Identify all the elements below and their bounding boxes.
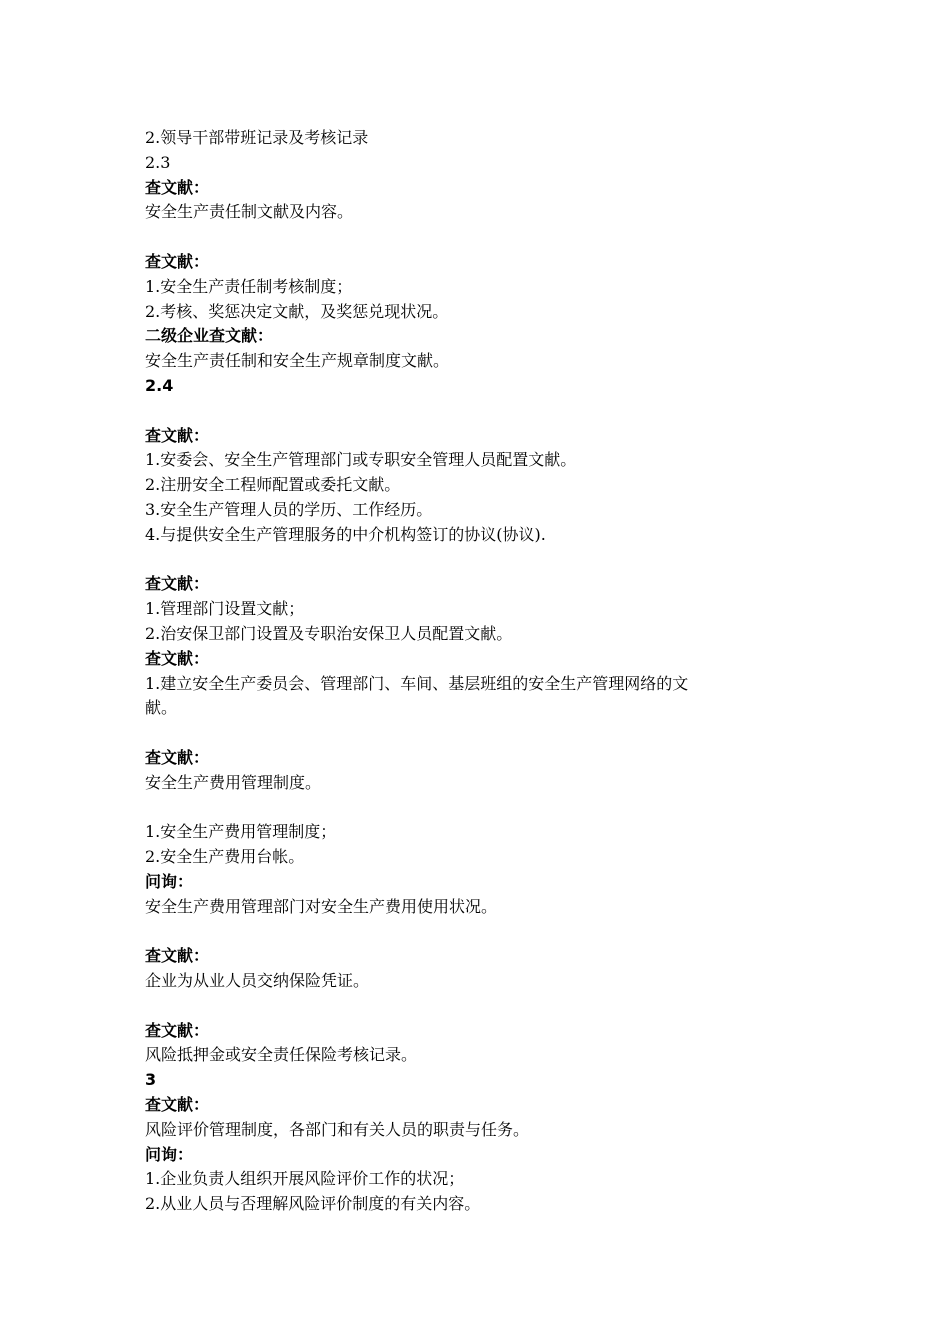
section-heading: 问询： [145,1144,194,1164]
text-line: 风险评价管理制度，各部门和有关人员的职责与任务。 [145,1119,530,1139]
text-line: 2.领导干部带班记录及考核记录 [145,128,369,147]
text-line: 1.建立安全生产委员会、管理部门、车间、基层班组的安全生产管理网络的文 [145,673,689,693]
text-line: 1.安全生产费用管理制度； [145,822,337,842]
section-heading: 问询： [145,871,194,891]
section-heading: 查文献： [145,177,210,197]
text-line: 4.与提供安全生产管理服务的中介机构签订的协议(协议). [145,524,546,544]
text-line: 2.从业人员与否理解风险评价制度的有关内容。 [145,1194,481,1214]
blank-line [145,548,815,573]
text-line: 2.安全生产费用台帐。 [145,847,305,867]
text-line: 2.注册安全工程师配置或委托文献。 [145,475,401,495]
section-heading: 3 [145,1070,157,1090]
text-line: 3.安全生产管理人员的学历、工作经历。 [145,499,433,519]
blank-line [145,994,815,1019]
section-heading: 查文献： [145,946,210,966]
section-heading: 查文献： [145,747,210,767]
blank-line [145,225,815,250]
section-heading: 查文献： [145,425,210,445]
section-heading: 查文献： [145,648,210,668]
section-heading: 2.4 [145,375,174,395]
blank-line [145,920,815,945]
text-line: 安全生产费用管理部门对安全生产费用使用状况。 [145,896,498,916]
text-line: 献。 [145,698,178,718]
section-heading: 查文献： [145,1095,210,1115]
text-line: 2.治安保卫部门设置及专职治安保卫人员配置文献。 [145,623,513,643]
document-body [145,126,815,1217]
section-heading: 二级企业查文献： [145,326,274,346]
text-line: 2.3 [145,152,171,172]
text-line: 1.管理部门设置文献； [145,599,305,619]
section-heading: 查文献： [145,251,210,271]
text-line: 安全生产责任制文献及内容。 [145,202,354,222]
text-line: 1.安委会、安全生产管理部门或专职安全管理人员配置文献。 [145,450,577,470]
text-line: 2.考核、奖惩决定文献，及奖惩兑现状况。 [145,301,449,321]
text-line: 1.安全生产责任制考核制度； [145,276,353,296]
text-line: 安全生产费用管理制度。 [145,772,322,792]
text-line: 1.企业负责人组织开展风险评价工作的状况； [145,1169,465,1189]
section-heading: 查文献： [145,1020,210,1040]
text-line: 企业为从业人员交纳保险凭证。 [145,971,370,991]
blank-line [145,721,815,746]
text-line: 安全生产责任制和安全生产规章制度文献。 [145,351,450,371]
text-line: 风险抵押金或安全责任保险考核记录。 [145,1045,418,1065]
blank-line [145,399,815,424]
blank-line [145,796,815,821]
section-heading: 查文献： [145,574,210,594]
